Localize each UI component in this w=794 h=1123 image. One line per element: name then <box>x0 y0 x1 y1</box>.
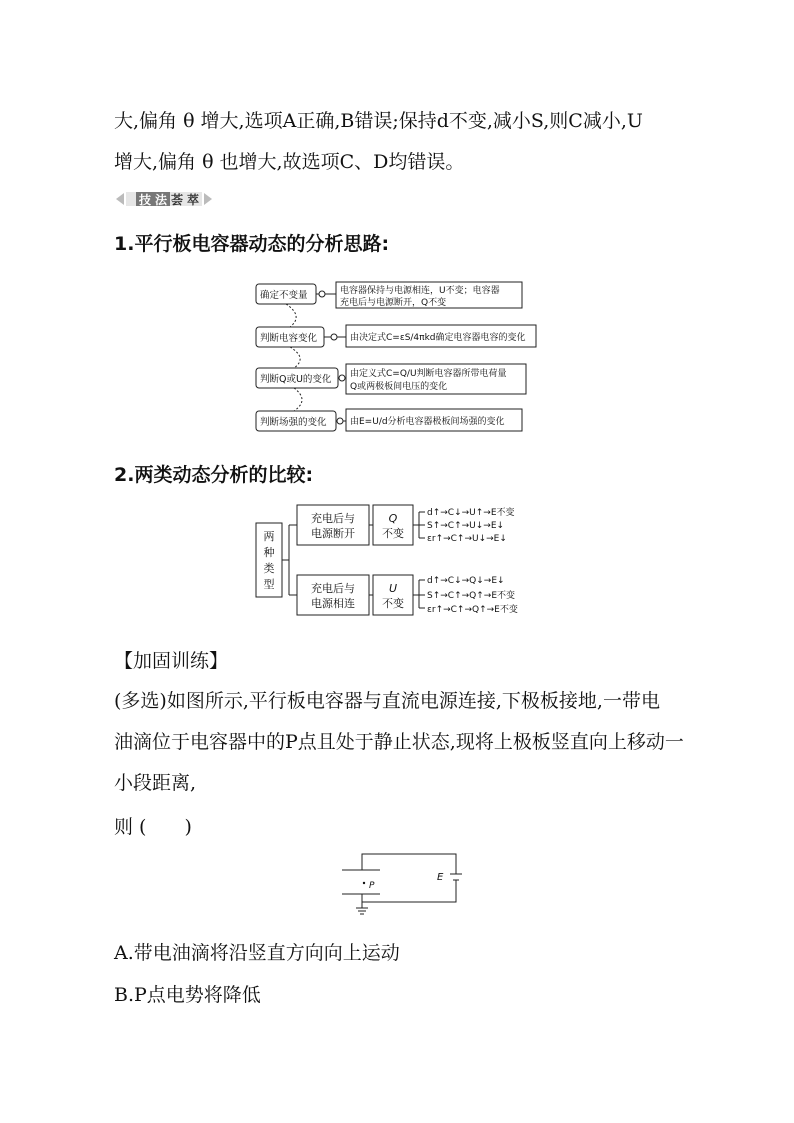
case2-label-a: 充电后与 <box>311 582 355 595</box>
flow-step-3: 判断Q或U的变化 <box>260 374 332 385</box>
capacitor-circuit <box>338 850 464 916</box>
flow-detail-4: 由E=U/d分析电容器极板间场强的变化 <box>350 417 505 427</box>
flow-detail-3a: 由定义式C=Q/U判断电容器所带电荷量 <box>350 369 507 379</box>
section-1-title: 1.平行板电容器动态的分析思路: <box>114 233 390 255</box>
case1-fixed-b: 不变 <box>382 527 404 540</box>
case2-result-1: d↑→C↓→Q↓→E↓ <box>427 576 505 586</box>
question-line-3: 小段距离, <box>114 772 197 794</box>
flow-step-1: 确定不变量 <box>260 290 308 301</box>
case1-label-a: 充电后与 <box>311 512 355 525</box>
case1-result-3: εr↑→C↑→U↓→E↓ <box>427 534 507 544</box>
practice-heading: 【加固训练】 <box>114 650 229 672</box>
section-2-title: 2.两类动态分析的比较: <box>114 464 314 486</box>
question-line-4: 则 ( ) <box>114 816 192 838</box>
paragraph-line-1: 大,偏角 θ 增大,选项A正确,B错误;保持d不变,减小S,则C减小,U <box>114 110 643 132</box>
case1-result-1: d↑→C↓→U↑→E不变 <box>427 508 515 518</box>
case1-fixed-a: Q <box>388 512 398 525</box>
comparison-diagram <box>253 499 545 621</box>
badge-char-4: 萃 <box>186 193 200 207</box>
badge-char-3: 荟 <box>170 193 184 207</box>
flow-detail-2: 由决定式C=εS/4πkd确定电容器电容的变化 <box>350 333 526 343</box>
flow-detail-1b: 充电后与电源断开，Q不变 <box>340 298 447 308</box>
types-char-3: 类 <box>263 562 275 575</box>
flow-detail-3b: Q或两极板间电压的变化 <box>350 382 448 392</box>
types-char-1: 两 <box>263 530 275 543</box>
types-char-4: 型 <box>263 578 275 591</box>
case2-label-b: 电源相连 <box>311 597 355 610</box>
case1-label-b: 电源断开 <box>311 527 355 540</box>
option-a: A.带电油滴将沿竖直方向向上运动 <box>114 942 400 964</box>
technique-badge <box>114 189 214 209</box>
case2-fixed-b: 不变 <box>382 597 404 610</box>
case1-result-2: S↑→C↑→U↓→E↓ <box>427 521 505 531</box>
flow-step-4: 判断场强的变化 <box>260 417 327 428</box>
flow-detail-1a: 电容器保持与电源相连，U不变；电容器 <box>340 286 500 296</box>
badge-char-1: 技 <box>138 193 152 207</box>
analysis-flowchart <box>250 278 540 436</box>
oil-drop-point <box>363 882 365 884</box>
paragraph-line-2: 增大,偏角 θ 也增大,故选项C、D均错误。 <box>114 151 465 173</box>
case2-result-2: S↑→C↑→Q↑→E不变 <box>427 591 516 601</box>
point-p-label: P <box>369 881 375 891</box>
question-line-1: (多选)如图所示,平行板电容器与直流电源连接,下极板接地,一带电 <box>114 690 660 712</box>
question-line-2: 油滴位于电容器中的P点且处于静止状态,现将上极板竖直向上移动一 <box>114 731 684 753</box>
source-e-label: E <box>437 872 444 883</box>
flow-step-2: 判断电容变化 <box>260 333 318 344</box>
case2-result-3: εr↑→C↑→Q↑→E不变 <box>427 605 518 615</box>
badge-char-2: 法 <box>154 193 168 207</box>
option-b: B.P点电势将降低 <box>114 984 261 1006</box>
case2-fixed-a: U <box>388 582 398 595</box>
types-char-2: 种 <box>263 546 275 559</box>
